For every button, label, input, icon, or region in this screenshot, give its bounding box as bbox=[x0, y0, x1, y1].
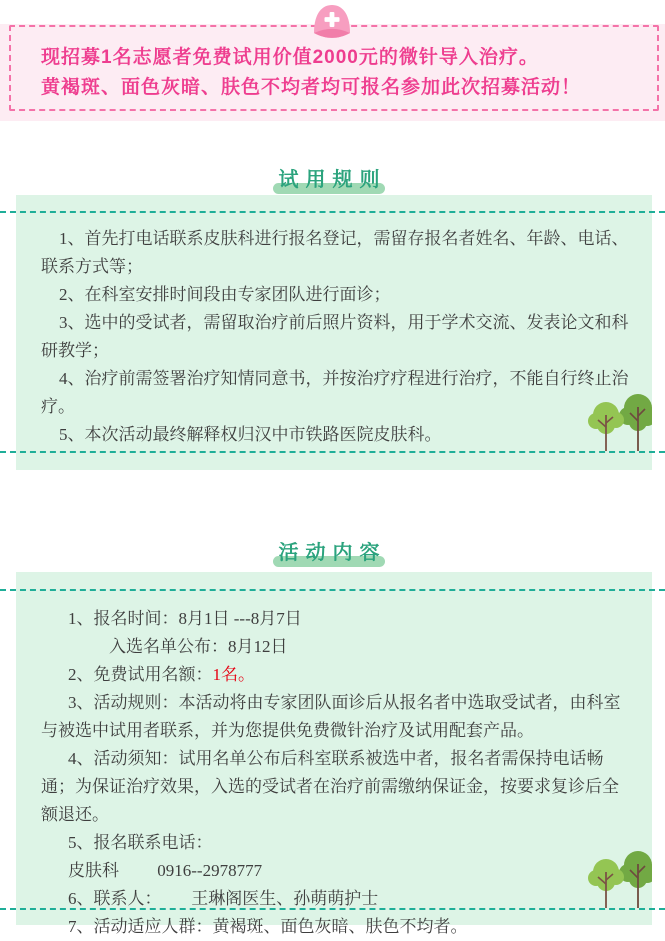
rules-box bbox=[16, 195, 652, 470]
dashed-divider bbox=[0, 211, 665, 213]
quota-value: 1名。 bbox=[212, 665, 255, 684]
activity-item-1: 1、报名时间：8月1日 ---8月7日 bbox=[68, 609, 302, 628]
rule-item-2: 2、在科室安排时间段由专家团队进行面诊； bbox=[59, 285, 391, 304]
section-title-activity bbox=[0, 540, 665, 566]
nurse-cap-icon bbox=[310, 2, 354, 42]
rule-item-5: 5、本次活动最终解释权归汉中市铁路医院皮肤科。 bbox=[59, 425, 442, 444]
activity-content bbox=[41, 605, 630, 941]
tree-icon bbox=[582, 848, 652, 910]
banner-text bbox=[41, 43, 645, 103]
tree-icon bbox=[582, 391, 652, 453]
right-tree bbox=[619, 851, 652, 908]
activity-item-4: 4、活动须知：试用名单公布后科室联系被选中者，报名者需保持电话畅通；为保证治疗效果，入选的受试者在治疗前需缴纳保证金，按要求复诊后全额退还。 bbox=[41, 749, 619, 824]
section-title-rules bbox=[0, 167, 665, 193]
dashed-divider bbox=[0, 589, 665, 591]
activity-item-6: 6、联系人： 王琳阁医生、孙萌萌护士 bbox=[68, 889, 379, 908]
activity-item-5: 5、报名联系电话： bbox=[68, 833, 213, 852]
rule-item-3: 3、选中的受试者，需留取治疗前后照片资料，用于学术交流、发表论文和科研教学； bbox=[41, 313, 629, 360]
activity-item-7: 7、活动适应人群：黄褐斑、面色灰暗、肤色不均者。 bbox=[68, 917, 468, 936]
phone-line: 皮肤科 0916--2978777 bbox=[68, 861, 263, 880]
activity-title-text: 活动内容 bbox=[278, 542, 387, 564]
rule-item-4: 4、治疗前需签署治疗知情同意书，并按治疗疗程进行治疗，不能自行终止治疗。 bbox=[41, 369, 629, 416]
activity-item-1b: 入选名单公布：8月12日 bbox=[109, 637, 288, 656]
left-tree bbox=[588, 402, 624, 451]
banner-line-1: 现招募1名志愿者免费试用价值2000元的微针导入治疗。 bbox=[41, 47, 539, 68]
banner-line-2: 黄褐斑、面色灰暗、肤色不均者均可报名参加此次招募活动！ bbox=[41, 77, 582, 98]
activity-item-3: 3、活动规则：本活动将由专家团队面诊后从报名者中选取受试者，由科室与被选中试用者联系，并为您提供免费微针治疗及试用配套产品。 bbox=[41, 693, 621, 740]
dashed-divider bbox=[0, 451, 665, 453]
activity-box bbox=[16, 572, 652, 936]
activity-item-2 bbox=[41, 661, 630, 689]
rules-title-text: 试用规则 bbox=[278, 169, 387, 191]
quota-label: 2、免费试用名额： bbox=[68, 665, 213, 684]
left-tree bbox=[588, 859, 624, 908]
rules-content bbox=[41, 225, 630, 449]
right-tree bbox=[619, 394, 652, 451]
rule-item-1: 1、首先打电话联系皮肤科进行报名登记，需留存报名者姓名、年龄、电话、联系方式等； bbox=[41, 229, 629, 276]
